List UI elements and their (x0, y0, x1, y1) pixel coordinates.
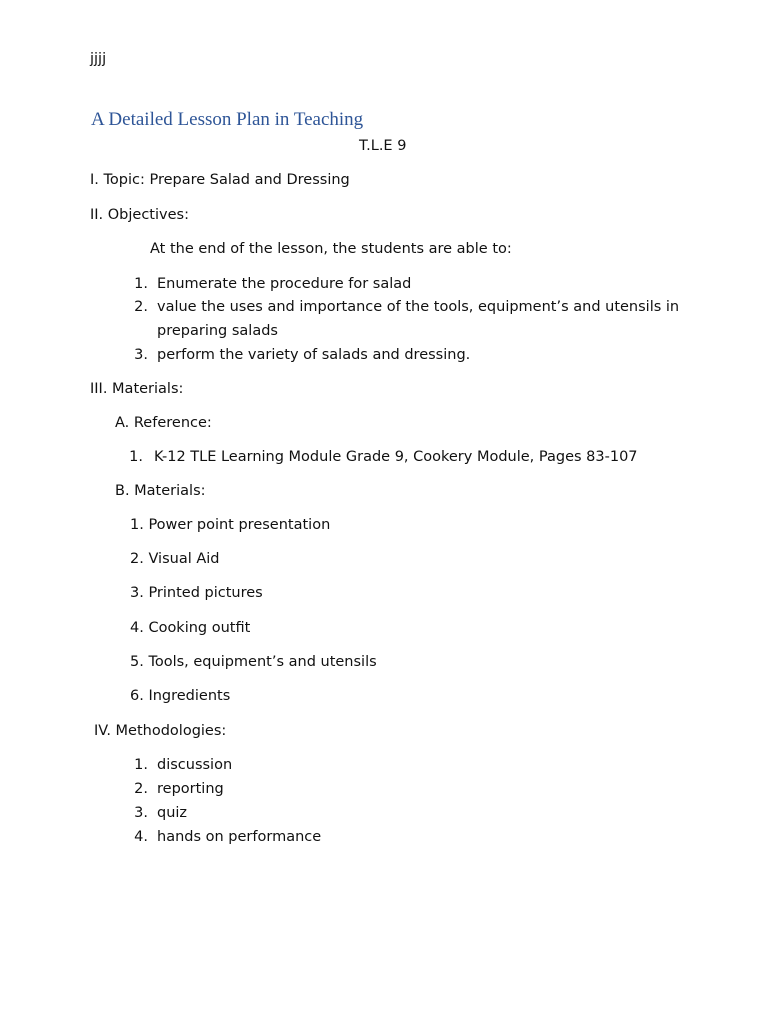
reference-heading: A. Reference: (115, 415, 212, 431)
objective-number: 3. (134, 347, 148, 363)
header-text: jjjj (90, 51, 107, 67)
objective-item: value the uses and importance of the tools, equipment’s and utensils in (157, 299, 680, 315)
methodology-item: discussion (157, 757, 233, 773)
material-item: 5. Tools, equipment’s and utensils (130, 654, 377, 670)
objectives-intro: At the end of the lesson, the students are able to: (150, 241, 512, 257)
material-item: 1. Power point presentation (130, 517, 331, 533)
objective-item: Enumerate the procedure for salad (157, 276, 412, 292)
objectives-heading: II. Objectives: (90, 207, 189, 223)
methodologies-heading: IV. Methodologies: (94, 723, 227, 739)
page-title: A Detailed Lesson Plan in Teaching (91, 109, 364, 130)
methodology-number: 3. (134, 805, 148, 821)
methodology-item: reporting (157, 781, 224, 797)
methodology-item: hands on performance (157, 829, 322, 845)
methodology-item: quiz (157, 805, 188, 821)
methodology-number: 1. (134, 757, 148, 773)
objective-number: 2. (134, 299, 148, 315)
materials-heading: III. Materials: (90, 381, 184, 397)
objective-item: perform the variety of salads and dressing. (157, 347, 471, 363)
material-item: 2. Visual Aid (130, 551, 220, 567)
material-item: 3. Printed pictures (130, 585, 263, 601)
methodology-number: 2. (134, 781, 148, 797)
objective-item-continuation: preparing salads (157, 323, 278, 339)
material-item: 4. Cooking outfit (130, 620, 251, 636)
objective-number: 1. (134, 276, 148, 292)
material-item: 6. Ingredients (130, 688, 231, 704)
topic-line: I. Topic: Prepare Salad and Dressing (90, 172, 350, 188)
materials-list-heading: B. Materials: (115, 483, 206, 499)
reference-item: K-12 TLE Learning Module Grade 9, Cookery Module, Pages 83-107 (154, 449, 638, 465)
reference-number: 1. (129, 449, 143, 465)
page-subtitle: T.L.E 9 (359, 138, 407, 154)
methodology-number: 4. (134, 829, 148, 845)
